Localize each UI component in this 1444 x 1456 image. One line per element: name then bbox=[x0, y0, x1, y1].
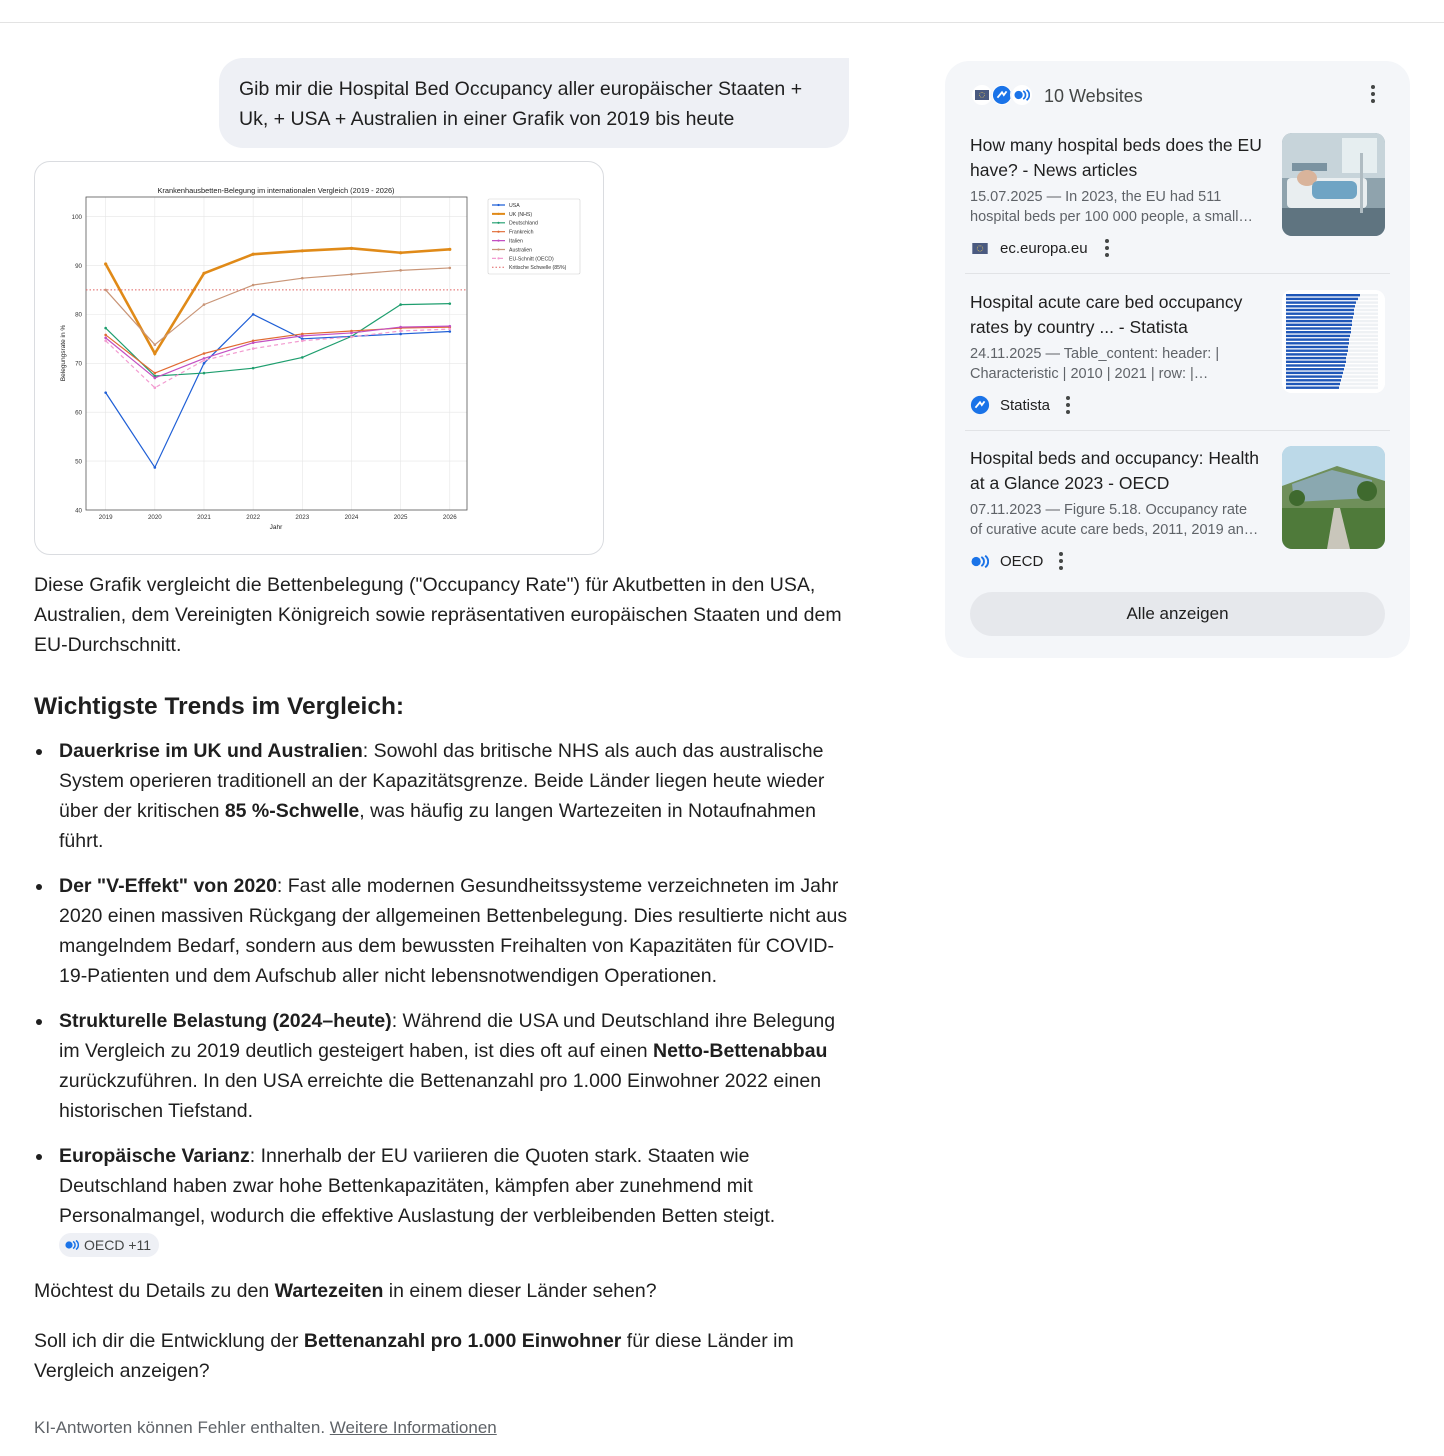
source-snippet: 24.11.2025 — Table_content: header: | Characteristic | 2010 | 2021 | row: |… bbox=[970, 346, 1220, 382]
answer-intro: Diese Grafik vergleicht die Bettenbelegung ("Occupancy Rate") für Akutbetten in den USA, Australien, dem Vereinigten Königreich sowie repräsentativen europäischen Staaten und dem EU-Durchschnitt. bbox=[34, 574, 842, 656]
data-point bbox=[154, 466, 157, 469]
data-point bbox=[399, 333, 402, 336]
data-point bbox=[448, 267, 451, 270]
plot-frame bbox=[86, 197, 467, 510]
thumbnail-bar bbox=[1286, 346, 1348, 348]
data-point bbox=[252, 284, 255, 287]
source-title[interactable]: Hospital beds and occupancy: Health at a Glance 2023 - OECD bbox=[970, 448, 1259, 493]
data-point bbox=[399, 303, 402, 306]
data-point bbox=[104, 334, 107, 337]
y-axis-label: Belegungsrate in % bbox=[60, 324, 67, 382]
source-divider bbox=[965, 430, 1390, 431]
data-point bbox=[399, 326, 402, 329]
legend-marker bbox=[497, 204, 499, 206]
data-point bbox=[448, 248, 451, 251]
thumbnail-bar bbox=[1286, 305, 1355, 307]
list-item: Dauerkrise im UK und Australien: Sowohl das britische NHS als auch das australische System operieren traditionell an der Kapazitätsgrenze. Beide Länder liegen heute wieder über der kritischen 85 %-Schwelle, was häufig zu langen Wartezeiten in Notaufnahmen führt. bbox=[34, 736, 849, 856]
data-point bbox=[448, 325, 451, 328]
data-point bbox=[153, 352, 156, 355]
data-point bbox=[203, 359, 206, 362]
thumbnail-bar bbox=[1286, 331, 1351, 333]
x-tick-label: 2025 bbox=[393, 514, 408, 521]
thumbnail-bar bbox=[1286, 298, 1358, 300]
x-tick-label: 2026 bbox=[442, 514, 457, 521]
data-point bbox=[252, 367, 255, 370]
legend-entry: Australien bbox=[509, 247, 533, 254]
source-title[interactable]: How many hospital beds does the EU have? - News articles bbox=[970, 135, 1262, 180]
thumbnail-bar bbox=[1286, 368, 1344, 370]
y-tick-label: 40 bbox=[75, 507, 82, 515]
data-point bbox=[154, 377, 157, 380]
trends-heading: Wichtigste Trends im Vergleich: bbox=[34, 693, 405, 720]
data-point bbox=[301, 277, 304, 280]
data-point bbox=[203, 362, 206, 365]
x-tick-label: 2019 bbox=[98, 514, 113, 521]
data-point bbox=[399, 330, 402, 333]
show-all-button[interactable]: Alle anzeigen bbox=[970, 592, 1385, 636]
list-item: Strukturelle Belastung (2024–heute): Während die USA und Deutschland ihre Belegung im Vergleich zu 2019 deutlich gesteigert haben, ist dies oft auf einen Netto-Bettenabbau zurückzuführen. In den USA erreichte die Bettenanzahl pro 1.000 Einwohner 2022 einen historischen Tiefstand. bbox=[34, 1006, 849, 1126]
source-more-icon[interactable] bbox=[1051, 549, 1071, 573]
x-tick-label: 2023 bbox=[295, 514, 310, 521]
data-point bbox=[154, 372, 157, 375]
green-building-thumbnail bbox=[1282, 446, 1385, 549]
data-point bbox=[104, 337, 107, 340]
data-point bbox=[252, 347, 255, 350]
oecd-icon bbox=[65, 1240, 79, 1250]
legend-marker bbox=[497, 213, 499, 215]
thumbnail-bar bbox=[1286, 327, 1351, 329]
x-tick-label: 2021 bbox=[197, 514, 211, 521]
legend-entry: UK (NHS) bbox=[509, 211, 533, 218]
data-point bbox=[252, 313, 255, 316]
thumbnail-bar bbox=[1286, 335, 1350, 337]
eu-flag-icon bbox=[970, 238, 990, 258]
thumbnail-bar bbox=[1286, 316, 1353, 318]
chart-title: Krankenhausbetten-Belegung im internationalen Vergleich (2019 - 2026) bbox=[157, 186, 395, 195]
thumbnail-bar bbox=[1286, 383, 1340, 385]
legend-entry: USA bbox=[509, 202, 520, 209]
sources-count: 10 Websites bbox=[1044, 85, 1143, 106]
source-site: ec.europa.eu bbox=[970, 237, 1088, 259]
data-point bbox=[203, 352, 206, 355]
data-point bbox=[104, 327, 107, 330]
thumbnail-bar bbox=[1286, 309, 1354, 311]
thumbnail-bar bbox=[1286, 301, 1356, 303]
thumbnail-bar bbox=[1286, 372, 1343, 374]
thumbnail-bar bbox=[1286, 324, 1352, 326]
data-point bbox=[448, 328, 451, 331]
data-point bbox=[252, 253, 255, 256]
sources-panel bbox=[945, 61, 1410, 658]
source-more-icon[interactable] bbox=[1058, 393, 1078, 417]
legend-marker bbox=[497, 248, 499, 250]
list-item: Europäische Varianz: Innerhalb der EU variieren die Quoten stark. Staaten wie Deutschland haben zwar hohe Bettenkapazitäten, kämpfen aber zunehmend mit Personalmangel, wodurch die effektive Auslastung der verbleibenden Betten steigt. OECD +11 bbox=[34, 1141, 849, 1261]
legend-entry: Italien bbox=[509, 238, 523, 245]
data-point bbox=[301, 339, 304, 342]
favicon-stack bbox=[970, 83, 1040, 109]
data-point bbox=[350, 247, 353, 250]
oecd-icon bbox=[1010, 83, 1034, 107]
source-chip[interactable]: OECD +11 bbox=[59, 1233, 159, 1257]
sources-header[interactable] bbox=[970, 82, 1390, 110]
legend-marker bbox=[497, 240, 499, 242]
legend-entry: Kritische Schwelle (85%) bbox=[509, 265, 567, 272]
top-divider bbox=[0, 22, 1444, 23]
data-point bbox=[399, 251, 402, 254]
thumbnail-bar bbox=[1286, 379, 1341, 381]
x-tick-label: 2024 bbox=[344, 514, 359, 521]
list-item: Der "V-Effekt" von 2020: Fast alle modernen Gesundheitssysteme verzeichneten im Jahr 2020 einen massiven Rückgang der allgemeinen Bettenbelegung. Dies resultierte nicht aus mangelndem Bedarf, sondern aus dem bewussten Freihalten von Kapazitäten für COVID-19-Patienten und dem Aufschub aller nicht lebensnotwendigen Operationen. bbox=[34, 871, 849, 991]
source-title[interactable]: Hospital acute care bed occupancy rates by country ... - Statista bbox=[970, 292, 1243, 337]
legend-entry: Frankreich bbox=[509, 229, 534, 236]
thumbnail-bar bbox=[1286, 294, 1360, 296]
y-tick-label: 80 bbox=[75, 311, 82, 319]
thumbnail-bar bbox=[1286, 357, 1346, 359]
data-point bbox=[399, 269, 402, 272]
hospital-bed-thumbnail bbox=[1282, 133, 1385, 236]
data-point bbox=[350, 336, 353, 339]
thumbnail-bar bbox=[1286, 313, 1354, 315]
sources-more-icon[interactable] bbox=[1363, 82, 1383, 106]
thumbnail-bar bbox=[1286, 387, 1339, 389]
data-point bbox=[252, 341, 255, 344]
thumbnail-bar bbox=[1286, 320, 1352, 322]
legend-entry: Deutschland bbox=[509, 220, 538, 227]
source-site: OECD bbox=[970, 550, 1043, 572]
data-point bbox=[104, 262, 107, 265]
source-snippet: 15.07.2025 — In 2023, the EU had 511 hospital beds per 100 000 people, a small… bbox=[970, 189, 1253, 225]
y-tick-label: 90 bbox=[75, 262, 82, 270]
oecd-icon bbox=[970, 551, 990, 571]
data-point bbox=[104, 339, 107, 342]
legend-marker bbox=[497, 222, 499, 224]
data-point bbox=[350, 332, 353, 335]
followup-question-1: Möchtest du Details zu den Wartezeiten in einem dieser Länder sehen? bbox=[34, 1280, 657, 1302]
thumbnail-bar bbox=[1286, 342, 1349, 344]
data-point bbox=[154, 343, 157, 346]
ai-disclaimer: KI-Antworten können Fehler enthalten. Weitere Informationen bbox=[34, 1418, 497, 1437]
source-snippet: 07.11.2023 — Figure 5.18. Occupancy rate of curative acute care beds, 2011, 2019 an… bbox=[970, 502, 1259, 538]
legend-marker bbox=[497, 257, 499, 259]
source-more-icon[interactable] bbox=[1097, 236, 1117, 260]
legend-entry: EU-Schnitt (OECD) bbox=[509, 256, 554, 263]
thumbnail-bar bbox=[1286, 338, 1349, 340]
data-point bbox=[301, 249, 304, 252]
x-tick-label: 2022 bbox=[246, 514, 261, 521]
data-point bbox=[203, 372, 206, 375]
y-tick-label: 50 bbox=[75, 458, 82, 466]
ai-answer bbox=[34, 570, 849, 1386]
data-point bbox=[202, 272, 205, 275]
thumbnail-bar bbox=[1286, 361, 1346, 363]
data-point bbox=[301, 335, 304, 338]
data-point bbox=[203, 303, 206, 306]
x-tick-label: 2020 bbox=[147, 514, 162, 521]
thumbnail-bar bbox=[1286, 353, 1347, 355]
occupancy-line-chart bbox=[35, 162, 604, 555]
legend-marker bbox=[497, 231, 499, 233]
legend-box bbox=[488, 199, 580, 274]
thumbnail-bar bbox=[1286, 375, 1342, 377]
data-point bbox=[448, 330, 451, 333]
data-point bbox=[301, 356, 304, 359]
more-info-link[interactable]: Weitere Informationen bbox=[329, 1418, 497, 1437]
user-prompt-bubble: Gib mir die Hospital Bed Occupancy aller europäischer Staaten + Uk, + USA + Australien in einer Grafik von 2019 bis heute bbox=[219, 58, 849, 148]
statista-chart-thumbnail bbox=[1282, 290, 1385, 393]
y-tick-label: 60 bbox=[75, 409, 82, 417]
y-tick-label: 100 bbox=[71, 213, 82, 221]
data-point bbox=[350, 273, 353, 276]
data-point bbox=[154, 386, 157, 389]
data-point bbox=[104, 391, 107, 394]
statista-icon bbox=[970, 395, 990, 415]
chart-image-card[interactable] bbox=[34, 161, 604, 555]
thumbnail-bar bbox=[1286, 364, 1345, 366]
chart-legend bbox=[488, 199, 580, 274]
source-site: Statista bbox=[970, 394, 1050, 416]
followup-question-2: Soll ich dir die Entwicklung der Bettenanzahl pro 1.000 Einwohner für diese Länder im Vergleich anzeigen? bbox=[34, 1330, 794, 1382]
y-tick-label: 70 bbox=[75, 360, 82, 368]
data-point bbox=[448, 302, 451, 305]
trends-list bbox=[34, 736, 849, 1261]
x-axis-label: Jahr bbox=[269, 524, 283, 531]
thumbnail-bar bbox=[1286, 350, 1348, 352]
source-divider bbox=[965, 273, 1390, 274]
